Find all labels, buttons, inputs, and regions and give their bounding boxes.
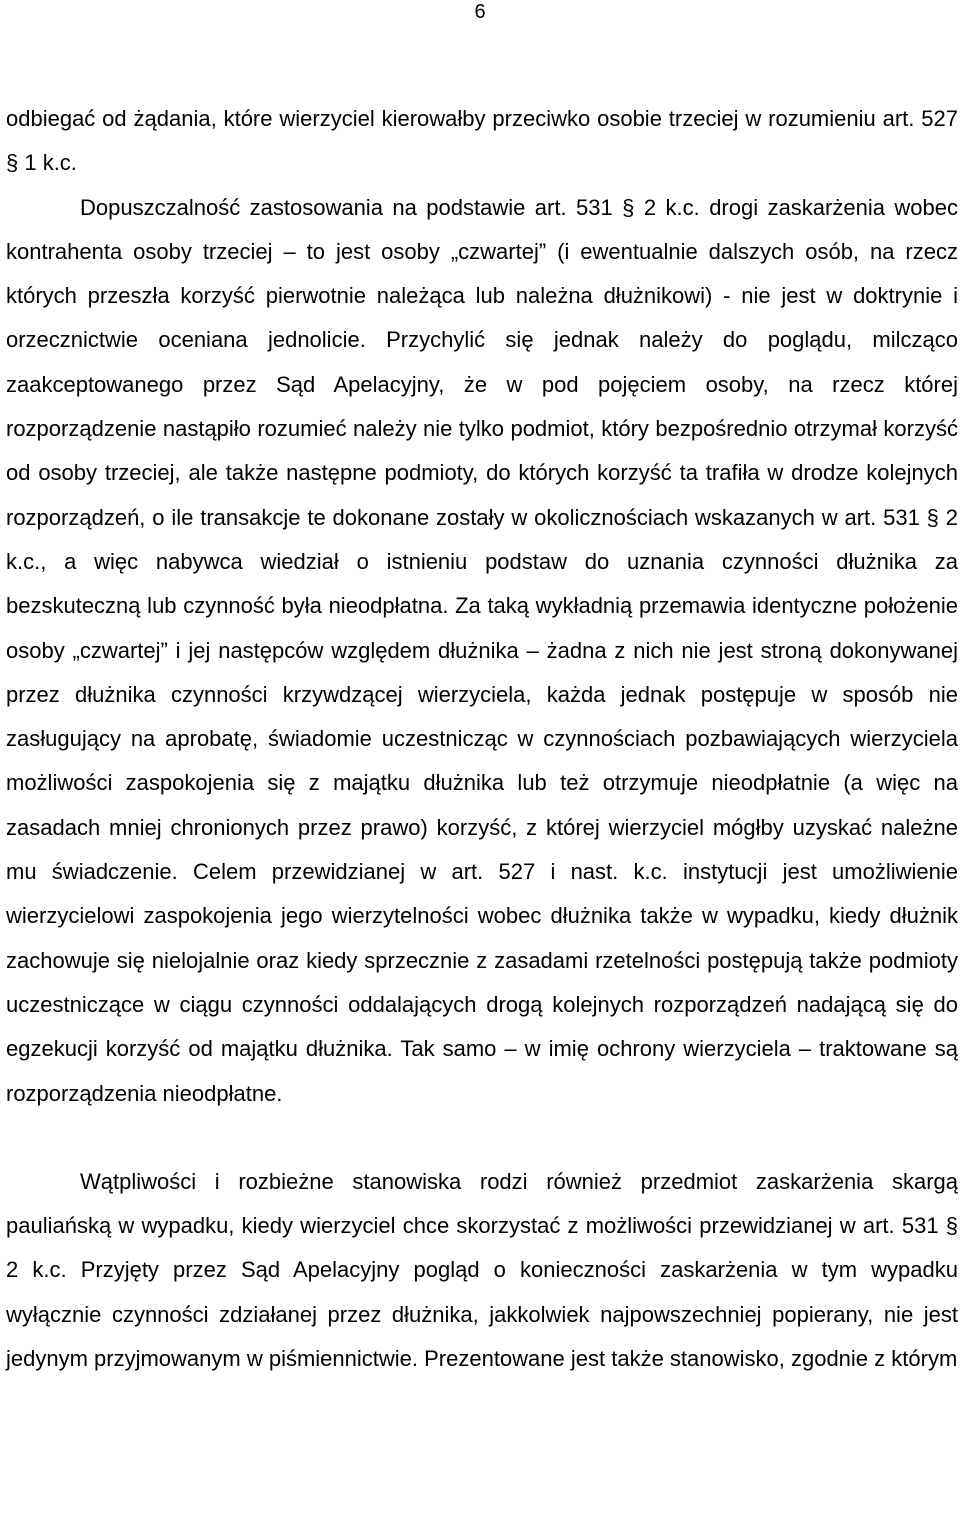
page-number: 6 bbox=[474, 1, 486, 23]
paragraph-3: Wątpliwości i rozbieżne stanowiska rodzi również przedmiot zaskarżenia skargą pauliańską w wypadku, kiedy wierzyciel chce skorzystać z możliwości przewidzianej w art. 531 § 2 k.c. Przyjęty przez Sąd Apelacyjny pogląd o konieczności zaskarżenia w tym wypadku wyłącznie czynności zdziałanej przez dłużnika, jakkolwiek najpowszechniej popierany, nie jest jedynym przyjmowanym w piśmiennictwie. Prezentowane jest także stanowisko, zgodnie z którym bbox=[6, 1168, 958, 1372]
paragraph-1: odbiegać od żądania, które wierzyciel kierowałby przeciwko osobie trzeciej w rozumieniu art. 527 § 1 k.c. bbox=[6, 106, 958, 176]
document-body bbox=[6, 97, 958, 1381]
paragraph-2: Dopuszczalność zastosowania na podstawie art. 531 § 2 k.c. drogi zaskarżenia wobec kontrahenta osoby trzeciej – to jest osoby „czwartej” (i ewentualnie dalszych osób, na rzecz których przeszła korzyść pierwotnie należąca lub należna dłużnikowi) - nie jest w doktrynie i orzecznictwie oceniana jednolicie. Przychylić się jednak należy do poglądu, milcząco zaakceptowanego przez Sąd Apelacyjny, że w pod pojęciem osoby, na rzecz której rozporządzenie nastąpiło rozumieć należy nie tylko podmiot, który bezpośrednio otrzymał korzyść od osoby trzeciej, ale także następne podmioty, do których korzyść ta trafiła w drodze kolejnych rozporządzeń, o ile transakcje te dokonane zostały w okolicznościach wskazanych w art. 531 § 2 k.c., a więc nabywca wiedział o istnieniu podstaw do uznania czynności dłużnika za bezskuteczną lub czynność była nieodpłatna. Za taką wykładnią przemawia identyczne położenie osoby „czwartej” i jej następców względem dłużnika – żadna z nich nie jest stroną dokonywanej przez dłużnika czynności krzywdzącej wierzyciela, każda jednak postępuje w sposób nie zasługujący na aprobatę, świadomie uczestnicząc w czynnościach pozbawiających wierzyciela możliwości zaspokojenia się z majątku dłużnika lub też otrzymuje nieodpłatnie (a więc na zasadach mniej chronionych przez prawo) korzyść, z której wierzyciel mógłby uzyskać należne mu świadczenie. Celem przewidzianej w art. 527 i nast. k.c. instytucji jest umożliwienie wierzycielowi zaspokojenia jego wierzytelności wobec dłużnika także w wypadku, kiedy dłużnik zachowuje się nielojalnie oraz kiedy sprzecznie z zasadami rzetelności postępują także podmioty uczestniczące w ciągu czynności oddalających drogą kolejnych rozporządzeń nadającą się do egzekucji korzyść od majątku dłużnika. Tak samo – w imię ochrony wierzyciela – traktowane są rozporządzenia nieodpłatne. bbox=[6, 194, 958, 1106]
